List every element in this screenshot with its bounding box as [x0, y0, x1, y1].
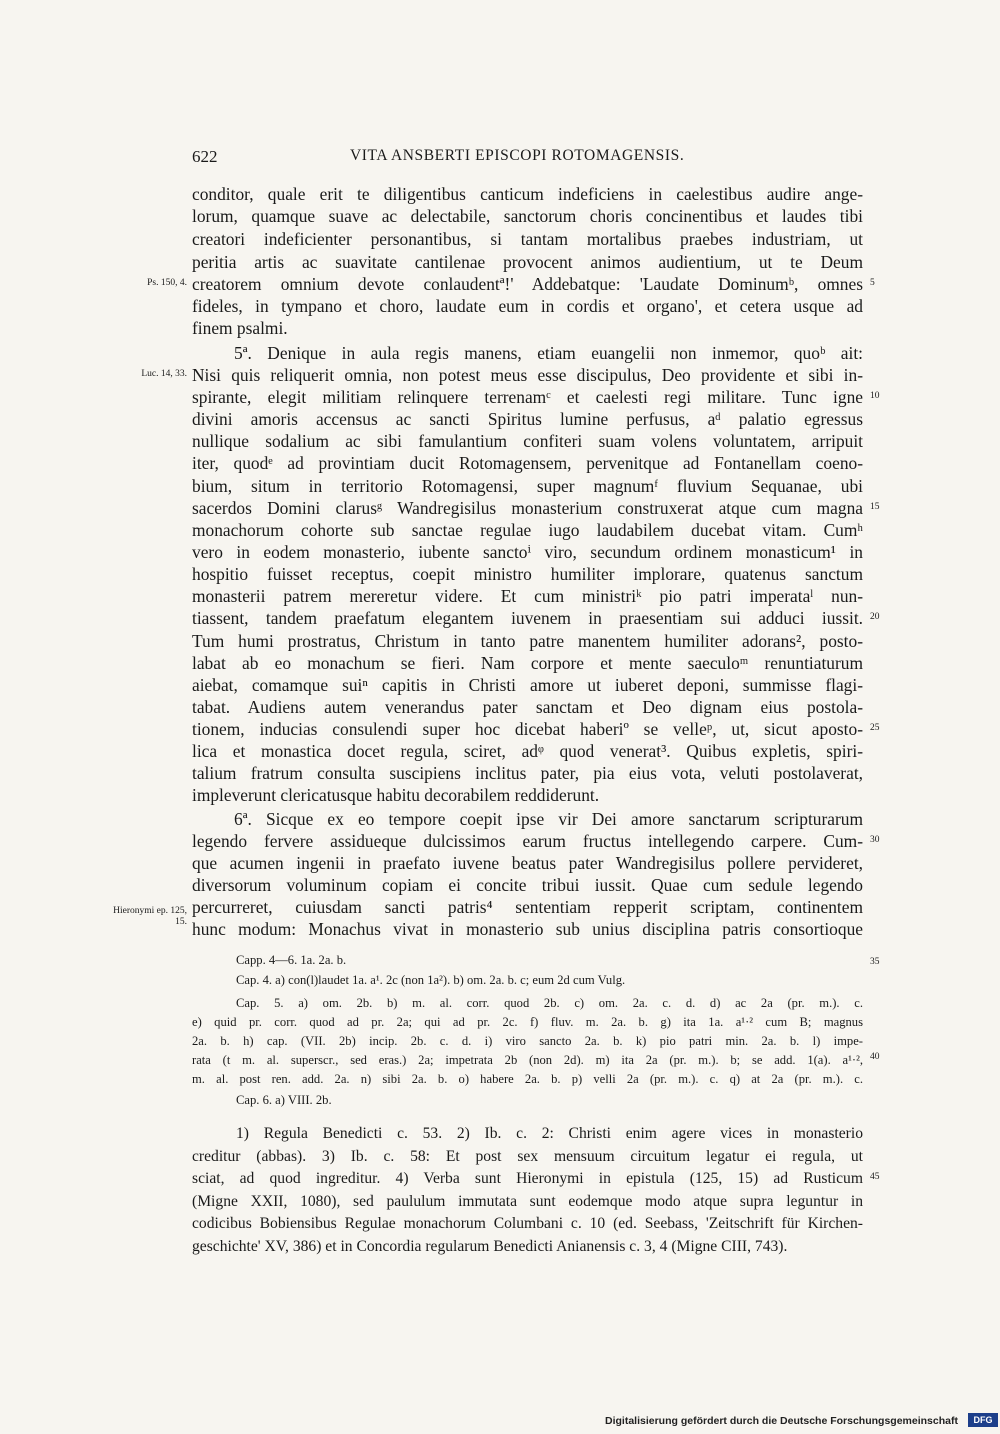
body-line: 6ª. Sicque ex eo tempore coepit ipse vir Dei amore sanctarum scripturarum: [234, 809, 863, 829]
dfg-logo: DFG: [968, 1413, 998, 1427]
body-line: creatori indeficienter personantibus, si tantam mortalibus praebes industriam, ut: [192, 229, 863, 249]
body-line: finem psalmi.: [192, 318, 288, 338]
apparatus-line: Cap. 5. a) om. 2b. b) m. al. corr. quod 2b. c) om. 2a. c. d. d) ac 2a (pr. m.). c.: [236, 996, 863, 1010]
footnote-line: geschichte' XV, 386) et in Concordia regularum Benedicti Anianensis c. 3, 4 (Migne CIII, 743).: [192, 1238, 788, 1255]
line-number: 45: [870, 1172, 880, 1182]
body-line: tabat. Audiens autem venerandus pater sanctam et Deo dignam eius postola-: [192, 697, 863, 717]
margin-note: Hieronymi ep. 125, 15.: [113, 906, 187, 927]
body-line: conditor, quale erit te diligentibus canticum indeficiens in caelestibus audire ange-: [192, 184, 863, 204]
apparatus-line: m. al. post ren. add. 2a. n) sibi 2a. b. o) habere 2a. b. p) velli 2a (pr. m.). c. q) at 2a (pr. m.). c.: [192, 1072, 863, 1086]
body-line: labat ab eo monachum se fieri. Nam corpore et mente saeculoᵐ renuntiaturum: [192, 653, 863, 673]
apparatus-line: e) quid pr. corr. quod ad pr. 2a; qui ad pr. 2c. f) fluv. m. 2a. b. g) ita 1a. a¹·² cum B; magnus: [192, 1015, 863, 1029]
footnote-line: (Migne XXII, 1080), sed paululum immutata sunt eodemque modo atque supra leguntur in: [192, 1193, 863, 1210]
apparatus-line: Cap. 6. a) VIII. 2b.: [236, 1093, 332, 1107]
body-line: monasterii patrem mereretur videre. Et cum ministriᵏ pio patri imperataˡ nun-: [192, 586, 863, 606]
line-number: 10: [870, 391, 880, 401]
digitization-credit: Digitalisierung gefördert durch die Deutsche Forschungsgemeinschaft: [605, 1415, 958, 1427]
body-line: aiebat, comamque suiⁿ capitis in Christi amore ut iuberet deponi, summisse flagi-: [192, 675, 863, 695]
body-line: fideles, in tympano et choro, laudate eum in cordis et organo', et cetera usque ad: [192, 296, 863, 316]
line-number: 30: [870, 835, 880, 845]
body-line: iter, quodᵉ ad provintiam ducit Rotomagensem, pervenitque ad Fontanellam coeno-: [192, 453, 863, 473]
apparatus-line: 2a. b. h) cap. (VII. 2b) incip. 2b. c. d. i) viro sancto 2a. b. k) pio patri min. 2a. b. l) impe-: [192, 1034, 863, 1048]
body-line: monachorum cohorte sub sanctae regulae iugo laudabilem ducebat vitam. Cumʰ: [192, 520, 863, 540]
body-line: diversorum voluminum copiam ei concite tribui iussit. Quae cum sedule legendo: [192, 875, 863, 895]
line-number: 35: [870, 957, 880, 967]
line-number: 15: [870, 502, 880, 512]
body-line: impleverunt clericatusque habitu decorabilem reddiderunt.: [192, 785, 600, 805]
body-line: tiassent, tandem praefatum elegantem iuvenem in praesentiam sui adduci iussit.: [192, 608, 863, 628]
body-line: 5ª. Denique in aula regis manens, etiam euangelii non inmemor, quoᵇ ait:: [234, 343, 863, 363]
footnote-line: codicibus Bobiensibus Regulae monachorum Columbani c. 10 (ed. Seebass, 'Zeitschrift für Kirchen-: [192, 1215, 863, 1232]
apparatus-line: Capp. 4—6. 1a. 2a. b.: [236, 953, 347, 967]
line-number: 40: [870, 1052, 880, 1062]
body-line: nullique sodalium ac sibi famulantium confiteri suam volens voluntatem, arripuit: [192, 431, 863, 451]
line-number: 25: [870, 723, 880, 733]
margin-note: Luc. 14, 33.: [141, 369, 187, 379]
body-line: legendo fervere assidueque dulcissimos earum fructus intellegendo carpere. Cum-: [192, 831, 863, 851]
running-head: VITA ANSBERTI EPISCOPI ROTOMAGENSIS.: [350, 147, 685, 164]
body-line: hospitio fuisset receptus, coepit ministro humiliter implorare, quatenus sanctum: [192, 564, 863, 584]
margin-note: Ps. 150, 4.: [147, 278, 187, 288]
body-line: sacerdos Domini clarusᵍ Wandregisilus monasterium construxerat atque cum magna: [192, 498, 863, 518]
body-line: bium, situm in territorio Rotomagensi, super magnumᶠ fluvium Sequanae, ubi: [192, 476, 863, 496]
apparatus-line: Cap. 4. a) con(l)laudet 1a. a¹. 2c (non 1a²). b) om. 2a. b. c; eum 2d cum Vulg.: [236, 973, 626, 987]
body-line: creatorem omnium devote conlaudentª!' Addebatque: 'Laudate Dominumᵇ, omnes: [192, 274, 863, 294]
footnote-line: creditur (abbas). 3) Ib. c. 58: Et post sex mensuum circuitum legatur ei regula, ut: [192, 1148, 863, 1165]
body-line: spirante, elegit militiam relinquere terrenamᶜ et caelesti regi militare. Tunc igne: [192, 387, 863, 407]
body-line: talium fratrum consulta suscipiens inclitus pater, pia eius vota, veluti postolaverat,: [192, 763, 863, 783]
line-number: 5: [870, 278, 875, 288]
page-header: [0, 147, 1000, 171]
body-line: vero in eodem monasterio, iubente sanctoⁱ viro, secundum ordinem monasticum¹ in: [192, 542, 863, 562]
body-line: lorum, quamque suave ac delectabile, sanctorum choris concinentibus et laudes tibi: [192, 206, 863, 226]
body-line: Nisi quis reliquerit omnia, non potest meus esse discipulus, Deo providente et sibi in-: [192, 365, 863, 385]
body-line: divini amoris accensus ac sancti Spiritus lumine perfusus, aᵈ palatio egressus: [192, 409, 863, 429]
body-line: que acumen ingenii in praefato iuvene beatus pater Wandregisilus pollere pervideret,: [192, 853, 863, 873]
apparatus-line: rata (t m. al. superscr., sed eras.) 2a; impetrata 2b (non 2d). m) ita 2a (pr. m.). b; se add. 1(a). a¹·²,: [192, 1053, 863, 1067]
body-line: percurreret, cuiusdam sancti patris⁴ sententiam repperit scriptam, continentem: [192, 897, 863, 917]
body-line: Tum humi prostratus, Christum in tanto patre manentem humiliter adorans², posto-: [192, 631, 863, 651]
body-line: hunc modum: Monachus vivat in monasterio sub unius disciplina patris consortioque: [192, 919, 863, 939]
body-line: peritia artis ac suavitate cantilenae provocent animos audientium, ut te Deum: [192, 252, 863, 272]
line-number: 20: [870, 612, 880, 622]
body-line: tionem, inducias consulendi super hoc dicebat haberiº se velleᵖ, ut, sicut aposto-: [192, 719, 863, 739]
footnote-line: sciat, ad quod ingreditur. 4) Verba sunt Hieronymi in epistula (125, 15) ad Rusticum: [192, 1170, 863, 1187]
page-number: 622: [192, 147, 218, 166]
body-line: lica et monastica docet regula, sciret, adᵠ quod venerat³. Quibus expletis, spiri-: [192, 741, 863, 761]
footnote-line: 1) Regula Benedicti c. 53. 2) Ib. c. 2: Christi enim agere vices in monasterio: [236, 1125, 863, 1142]
